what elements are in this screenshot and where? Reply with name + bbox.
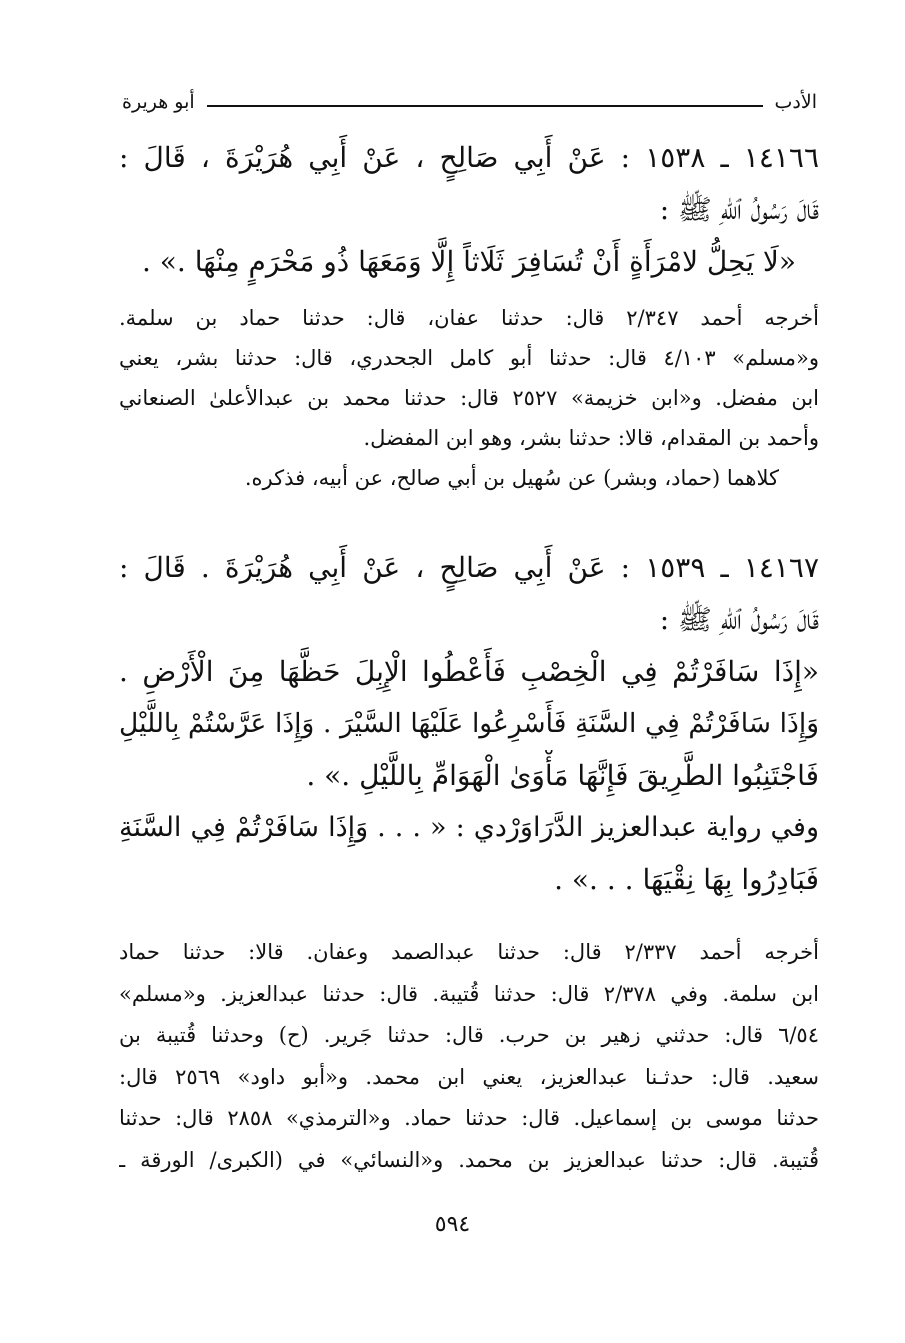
hadith-1-matn: «لَا يَحِلُّ لامْرَأَةٍ أَنْ تُسَافِرَ ثَلَاثاً إِلَّا وَمَعَهَا ذُو مَحْرَمٍ مِنْهَا .» . [141, 245, 797, 278]
hadith-2-takhrij-line: ٦/٥٤ قال: حدثني زهير بن حرب. قال: حدثنا جَرير. (ح) وحدثنا قُتيبة بن [119, 1023, 819, 1047]
header-section-title: الأدب [774, 91, 817, 113]
hadith-2-takhrij-line: ابن سلمة. وفي ٢/٣٧٨ قال: حدثنا قُتيبة. قال: حدثنا عبدالعزيز. و«مسلم» [119, 981, 819, 1006]
page-number: ٥٩٤ [434, 1212, 471, 1237]
hadith-2-matn-line: وَإِذَا سَافَرْتُمْ فِي السَّنَةِ فَأَسْرِعُوا عَلَيْهَا السَّيْرَ . وَإِذَا عَرَّسْتُمْ بِاللَّيْلِ [119, 708, 819, 739]
running-header [122, 88, 817, 116]
hadith-2-matn-line: «إِذَا سَافَرْتُمْ فِي الْخِصْبِ فَأَعْطُوا الْإِبِلَ حَظَّهَا مِنَ الْأَرْضِ . [119, 655, 819, 688]
hadith-2-attribution: قَالَ رَسُولُ ٱللهِ ﷺ : [659, 603, 819, 636]
hadith-2-matn-line: فَاجْتَنِبُوا الطَّرِيقَ فَإِنَّهَا مَأْوَىٰ الْهَوَامِّ بِاللَّيْلِ .» . [306, 759, 819, 792]
page-content [119, 132, 819, 1181]
hadith-1-heading: ١٤١٦٦ ـ ١٥٣٨ : عَنْ أَبِي صَالِحٍ ، عَنْ أَبِي هُرَيْرَةَ ، قَالَ : [119, 141, 819, 174]
hadith-2-variant-line: وفي رواية عبدالعزيز الدَّرَاوَرْدي : « . . . وَإِذَا سَافَرْتُمْ فِي السَّنَةِ [119, 812, 819, 843]
hadith-2-takhrij-line: حدثنا موسى بن إسماعيل. قال: حدثنا حماد. و«الترمذي» ٢٨٥٨ قال: حدثنا [119, 1106, 819, 1130]
hadith-1-takhrij-line: أخرجه أحمد ٢/٣٤٧ قال: حدثنا عفان، قال: حدثنا حماد بن سلمة. [119, 306, 819, 330]
hadith-1-takhrij-line: ابن مفضل. و«ابن خزيمة» ٢٥٢٧ قال: حدثنا محمد بن عبدالأعلىٰ الصنعاني [119, 386, 819, 410]
hadith-1-takhrij-line: وأحمد بن المقدام، قالا: حدثنا بشر، وهو ابن المفضل. [363, 426, 819, 450]
hadith-1-takhrij-summary: كلاهما (حماد، وبشر) عن سُهيل بن أبي صالح، عن أبيه، فذكره. [244, 466, 779, 490]
hadith-2-takhrij-line: أخرجه أحمد ٢/٣٣٧ قال: حدثنا عبدالصمد وعفان. قالا: حدثنا حماد [119, 940, 819, 964]
hadith-2-takhrij-line: قُتيبة. قال: حدثنا عبدالعزيز بن محمد. و«النسائي» في (الكبرى/ الورقة ـ [119, 1147, 819, 1172]
hadith-2-variant-line: فَبَادِرُوا بِهَا نِقْيَهَا . . .» . [554, 863, 819, 896]
hadith-1-takhrij-line: و«مسلم» ٤/١٠٣ قال: حدثنا أبو كامل الجحدري، قال: حدثنا بشر، يعني [119, 346, 819, 370]
header-narrator-name: أبو هريرة [122, 91, 195, 113]
header-rule [207, 105, 763, 107]
hadith-1-attribution: قَالَ رَسُولُ ٱللهِ ﷺ : [659, 193, 819, 226]
hadith-2-heading: ١٤١٦٧ ـ ١٥٣٩ : عَنْ أَبِي صَالِحٍ ، عَنْ أَبِي هُرَيْرَةَ . قَالَ : [119, 551, 819, 584]
hadith-2-takhrij-line: سعيد. قال: حدثـنا عبدالعزيز، يعني ابن محمد. و«أبو داود» ٢٥٦٩ قال: [119, 1064, 819, 1089]
